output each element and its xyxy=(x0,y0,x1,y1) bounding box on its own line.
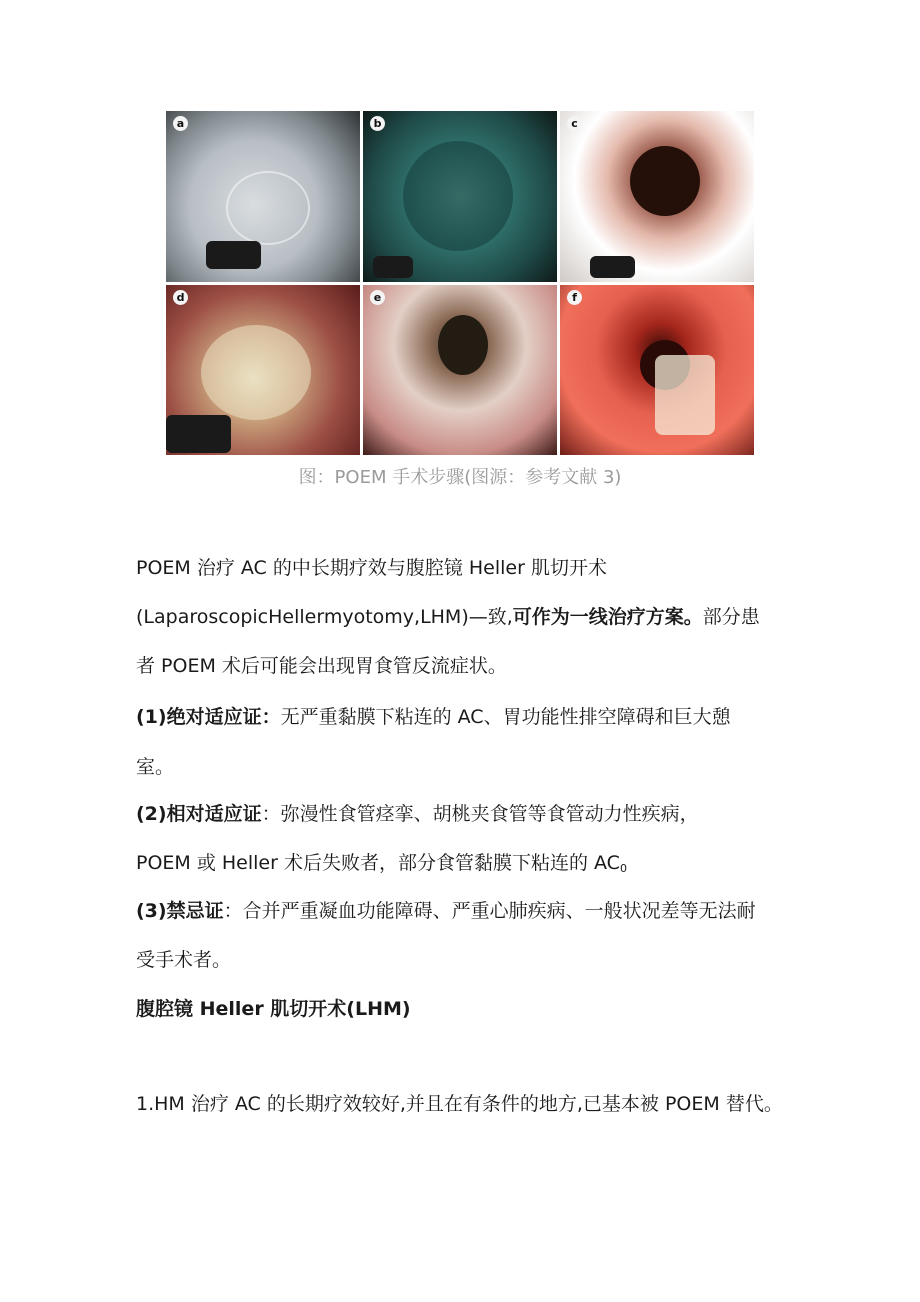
panel-letter: c xyxy=(567,116,582,131)
indication-text: ：弥漫性食管痉挛、胡桃夹食管等食管动力性疾病， xyxy=(261,803,699,825)
endoscope-tool xyxy=(373,256,413,278)
indication-label: (1)绝对适应证： xyxy=(136,706,281,728)
indication-label: (2)相对适应证 xyxy=(136,803,262,825)
text-run: 部分患 xyxy=(702,606,760,628)
paragraph-line xyxy=(136,852,816,876)
panel-letter: e xyxy=(370,290,385,305)
figure-panel-b xyxy=(363,111,557,282)
endoscope-tool xyxy=(206,241,261,269)
poem-figure xyxy=(166,111,754,455)
indication-relative xyxy=(136,803,816,827)
indication-text: 无严重黏膜下粘连的 AC、胃功能性排空障碍和巨大憩 xyxy=(280,706,731,728)
figure-panel-a xyxy=(166,111,360,282)
emphasis-text: 可作为一线治疗方案。 xyxy=(512,606,703,628)
indication-label: (3)禁忌证 xyxy=(136,900,224,922)
contraindication xyxy=(136,900,816,924)
subscript: 0 xyxy=(619,862,627,875)
figure-panel-c xyxy=(560,111,754,282)
panel-letter: a xyxy=(173,116,188,131)
paragraph-line: 者 POEM 术后可能会出现胃食管反流症状。 xyxy=(136,655,507,677)
lumen-shape xyxy=(438,315,488,375)
figure-panel-f xyxy=(560,285,754,456)
figure-panel-d xyxy=(166,285,360,456)
lumen-shape xyxy=(201,325,311,420)
lumen-shape xyxy=(630,146,700,216)
paragraph-line: 受手术者。 xyxy=(136,949,232,971)
paragraph-line: POEM 治疗 AC 的中长期疗效与腹腔镜 Heller 肌切开术 xyxy=(136,557,607,579)
lumen-shape xyxy=(403,141,513,251)
figure-panel-e xyxy=(363,285,557,456)
paragraph-line xyxy=(136,606,816,630)
panel-letter: f xyxy=(567,290,582,305)
paragraph-line: 室。 xyxy=(136,756,175,778)
text-run: POEM 或 Heller 术后失败者，部分食管黏膜下粘连的 AC xyxy=(136,852,620,874)
endoscope-tool xyxy=(590,256,635,278)
text-run: (LaparoscopicHellermyotomy,LHM)—致, xyxy=(136,606,513,628)
section-heading: 腹腔镜 Heller 肌切开术(LHM) xyxy=(136,998,411,1020)
hemoclip-cluster xyxy=(655,355,715,435)
indication-absolute xyxy=(136,706,816,730)
figure-caption: 图：POEM 手术步骤(图源：参考文献 3) xyxy=(298,467,622,488)
endoscope-tool xyxy=(166,415,231,453)
lumen-shape xyxy=(226,171,310,245)
indication-text: ：合并严重凝血功能障碍、严重心肺疾病、一般状况差等无法耐 xyxy=(223,900,756,922)
panel-letter: b xyxy=(370,116,385,131)
panel-letter: d xyxy=(173,290,188,305)
list-item: 1.HM 治疗 AC 的长期疗效较好,并且在有条件的地方,已基本被 POEM 替代。 xyxy=(136,1093,783,1115)
